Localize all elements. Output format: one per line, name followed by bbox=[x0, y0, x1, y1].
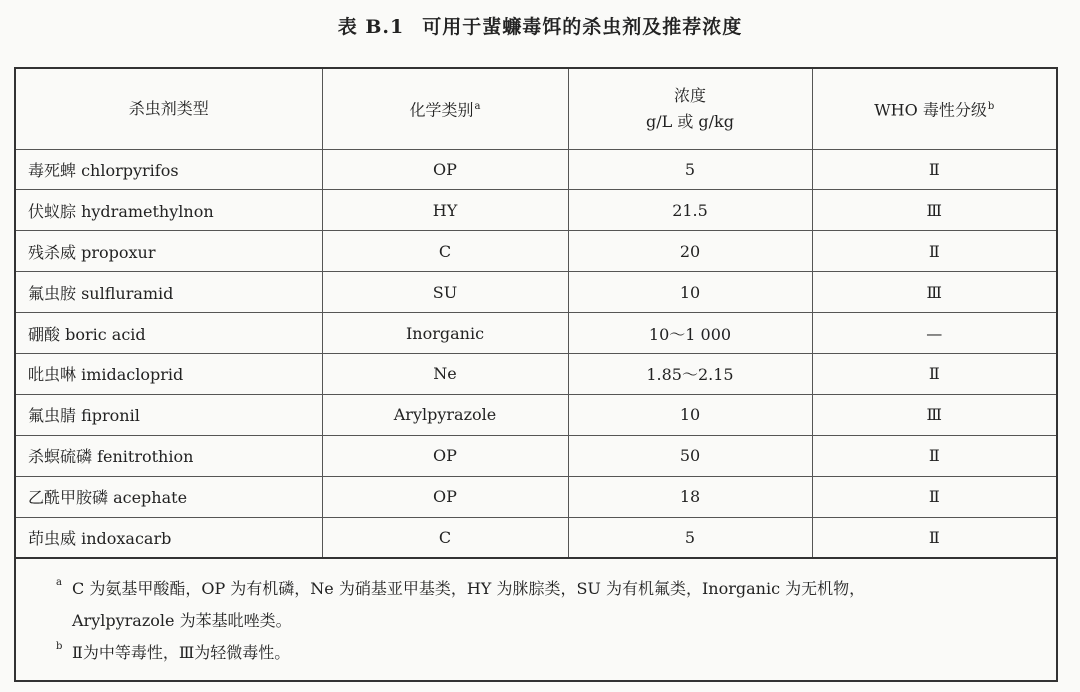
insecticide-table bbox=[16, 69, 1056, 559]
footnote-b bbox=[56, 637, 1056, 669]
cell-insecticide-name: 氟虫腈 fipronil bbox=[16, 394, 322, 435]
cell-chemical-class: Inorganic bbox=[322, 313, 568, 354]
cell-concentration: 1.85～2.15 bbox=[568, 353, 812, 394]
cell-concentration: 18 bbox=[568, 476, 812, 517]
table-row bbox=[16, 313, 1056, 354]
table-row bbox=[16, 353, 1056, 394]
cell-insecticide-name: 茚虫威 indoxacarb bbox=[16, 517, 322, 558]
cell-chemical-class: Arylpyrazole bbox=[322, 394, 568, 435]
footnote-a-text-2: Arylpyrazole 为苯基吡唑类。 bbox=[72, 610, 292, 630]
cell-insecticide-name: 硼酸 boric acid bbox=[16, 313, 322, 354]
cell-insecticide-name: 氟虫胺 sulfluramid bbox=[16, 272, 322, 313]
cell-concentration: 10 bbox=[568, 272, 812, 313]
cell-concentration: 5 bbox=[568, 149, 812, 190]
cell-concentration: 5 bbox=[568, 517, 812, 558]
table-row bbox=[16, 149, 1056, 190]
cell-who-class: Ⅱ bbox=[812, 435, 1056, 476]
table-row bbox=[16, 435, 1056, 476]
cell-insecticide-name: 杀螟硫磷 fenitrothion bbox=[16, 435, 322, 476]
cell-chemical-class: OP bbox=[322, 435, 568, 476]
cell-who-class: Ⅲ bbox=[812, 272, 1056, 313]
footnote-a-text-1: C 为氨基甲酸酯，OP 为有机磷，Ne 为硝基亚甲基类，HY 为脒腙类，SU 为有机氟类，Inorganic 为无机物， bbox=[72, 578, 866, 598]
footnote-a bbox=[56, 573, 1056, 605]
footnote-b-mark: b bbox=[56, 640, 63, 652]
table-row bbox=[16, 231, 1056, 272]
cell-who-class: Ⅱ bbox=[812, 149, 1056, 190]
cell-chemical-class: OP bbox=[322, 476, 568, 517]
footnote-a-ref: a bbox=[474, 101, 481, 113]
table-title bbox=[0, 12, 1080, 39]
cell-chemical-class: SU bbox=[322, 272, 568, 313]
cell-insecticide-name: 残杀威 propoxur bbox=[16, 231, 322, 272]
cell-who-class: Ⅱ bbox=[812, 353, 1056, 394]
cell-chemical-class: C bbox=[322, 231, 568, 272]
cell-who-class: Ⅱ bbox=[812, 517, 1056, 558]
footnote-a-cont bbox=[72, 605, 1056, 637]
cell-who-class: — bbox=[812, 313, 1056, 354]
cell-insecticide-name: 伏蚁腙 hydramethylnon bbox=[16, 190, 322, 231]
header-who-class: WHO 毒性分级$^b$ bbox=[812, 69, 1056, 149]
table-row bbox=[16, 190, 1056, 231]
cell-concentration: 21.5 bbox=[568, 190, 812, 231]
header-concentration: 浓度 g/L 或 g/kg bbox=[568, 69, 812, 149]
cell-concentration: 50 bbox=[568, 435, 812, 476]
cell-insecticide-name: 吡虫啉 imidacloprid bbox=[16, 353, 322, 394]
footnote-b-text: Ⅱ为中等毒性，Ⅲ为轻微毒性。 bbox=[72, 642, 291, 662]
header-chemical-class: 化学类别$^a$ bbox=[322, 69, 568, 149]
cell-who-class: Ⅱ bbox=[812, 476, 1056, 517]
cell-who-class: Ⅲ bbox=[812, 190, 1056, 231]
cell-insecticide-name: 毒死蜱 chlorpyrifos bbox=[16, 149, 322, 190]
table-row bbox=[16, 394, 1056, 435]
footnote-a-mark: a bbox=[56, 576, 62, 588]
header-row bbox=[16, 69, 1056, 149]
cell-concentration: 10～1 000 bbox=[568, 313, 812, 354]
footnotes bbox=[16, 559, 1056, 669]
cell-who-class: Ⅱ bbox=[812, 231, 1056, 272]
cell-insecticide-name: 乙酰甲胺磷 acephate bbox=[16, 476, 322, 517]
cell-chemical-class: HY bbox=[322, 190, 568, 231]
cell-concentration: 20 bbox=[568, 231, 812, 272]
table-caption: 可用于蜚蠊毒饵的杀虫剂及推荐浓度 bbox=[422, 16, 743, 38]
table-number: 表 B.1 bbox=[337, 16, 405, 38]
cell-concentration: 10 bbox=[568, 394, 812, 435]
table-frame bbox=[14, 67, 1058, 682]
table-row bbox=[16, 517, 1056, 558]
cell-who-class: Ⅲ bbox=[812, 394, 1056, 435]
cell-chemical-class: C bbox=[322, 517, 568, 558]
header-insecticide-type: 杀虫剂类型 bbox=[16, 69, 322, 149]
table-row bbox=[16, 272, 1056, 313]
table-row bbox=[16, 476, 1056, 517]
footnote-b-ref: b bbox=[987, 101, 995, 113]
cell-chemical-class: OP bbox=[322, 149, 568, 190]
cell-chemical-class: Ne bbox=[322, 353, 568, 394]
